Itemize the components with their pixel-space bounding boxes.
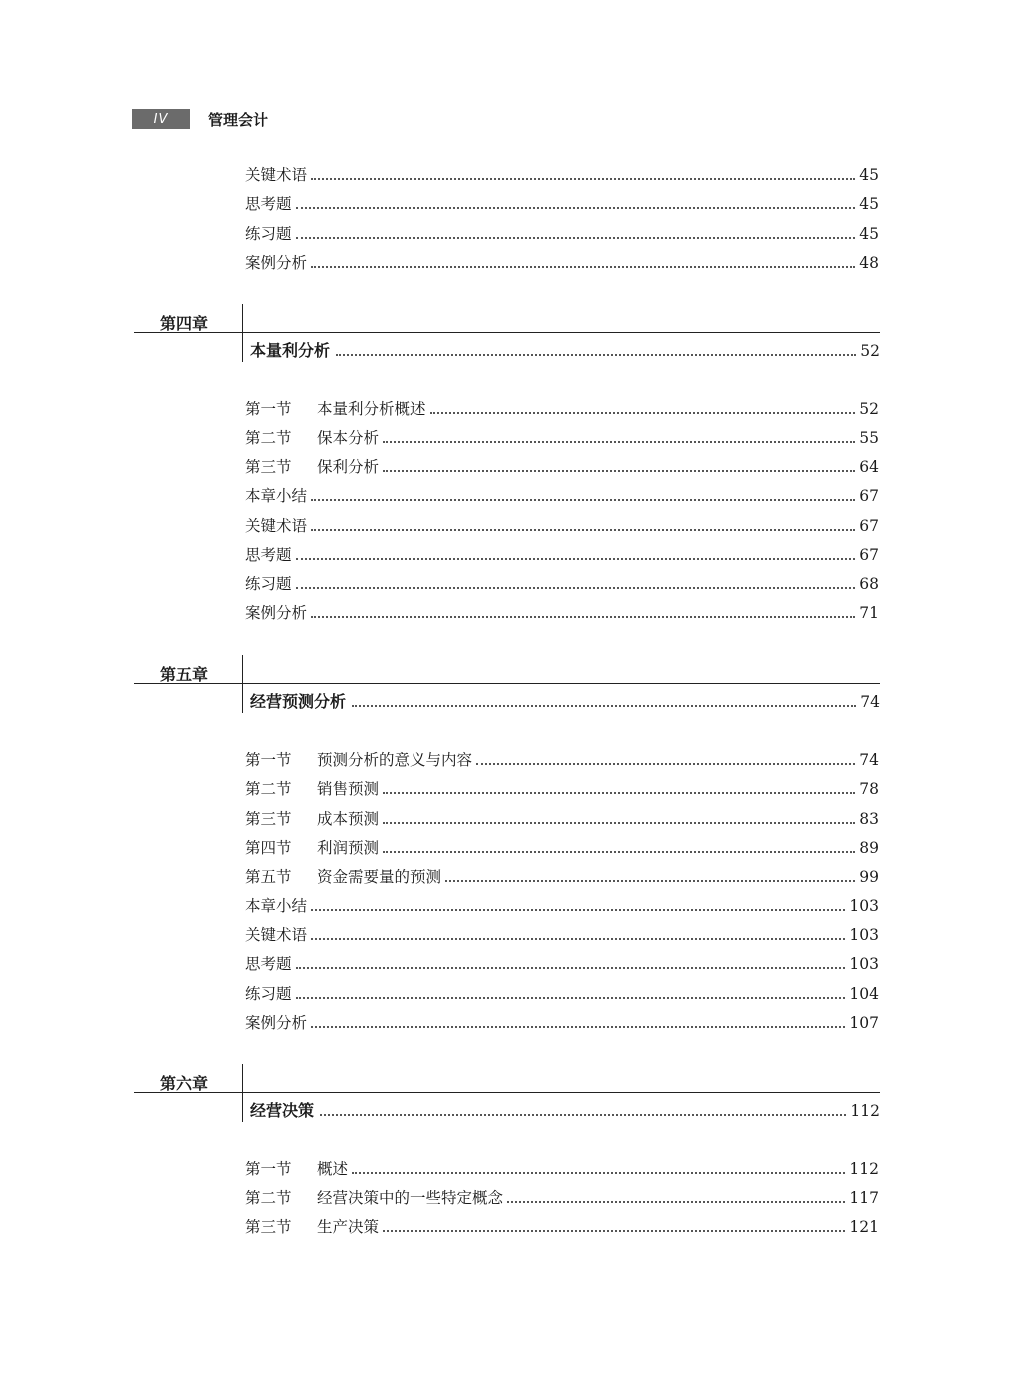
dot-leader bbox=[296, 207, 856, 209]
chapter-divider-vertical bbox=[242, 655, 243, 713]
toc-entry[interactable]: 练习题 104 bbox=[245, 985, 879, 1003]
toc-entry[interactable]: 案例分析 71 bbox=[245, 604, 879, 622]
chapter-title: 本量利分析 bbox=[250, 341, 331, 360]
toc-entry[interactable]: 本章小结 103 bbox=[245, 897, 879, 915]
chapter-title-entry[interactable]: 经营决策 112 bbox=[250, 1101, 880, 1120]
chapter-number: 第六章 bbox=[160, 1074, 209, 1093]
toc-entry[interactable]: 练习题 68 bbox=[245, 575, 879, 593]
dot-leader bbox=[352, 705, 856, 707]
toc-entry[interactable]: 第二节 销售预测 78 bbox=[245, 780, 879, 798]
toc-entry[interactable]: 第二节 经营决策中的一些特定概念 117 bbox=[245, 1189, 879, 1207]
chapter-divider-vertical bbox=[242, 304, 243, 362]
dot-leader bbox=[311, 266, 855, 268]
toc-entry[interactable]: 案例分析 48 bbox=[245, 254, 879, 272]
dot-leader bbox=[352, 1172, 845, 1174]
chapter-title-entry[interactable]: 经营预测分析 74 bbox=[250, 692, 880, 711]
dot-leader bbox=[383, 1230, 845, 1232]
dot-leader bbox=[311, 616, 855, 618]
dot-leader bbox=[296, 967, 846, 969]
toc-entry[interactable]: 案例分析 107 bbox=[245, 1014, 879, 1032]
dot-leader bbox=[336, 354, 856, 356]
chapter-divider-vertical bbox=[242, 1064, 243, 1122]
dot-leader bbox=[296, 587, 856, 589]
chapter-title-entry[interactable]: 本量利分析 52 bbox=[250, 341, 880, 360]
toc-entry[interactable]: 第五节 资金需要量的预测 99 bbox=[245, 868, 879, 886]
dot-leader bbox=[311, 938, 845, 940]
dot-leader bbox=[476, 763, 855, 765]
chapter-number: 第五章 bbox=[160, 665, 209, 684]
dot-leader bbox=[383, 851, 855, 853]
toc-entry[interactable]: 关键术语 45 bbox=[245, 166, 879, 184]
toc-entry[interactable]: 关键术语 103 bbox=[245, 926, 879, 944]
chapter-title: 经营预测分析 bbox=[250, 692, 347, 711]
dot-leader bbox=[296, 997, 846, 999]
dot-leader bbox=[383, 822, 855, 824]
toc-entry[interactable]: 第一节 概述 112 bbox=[245, 1160, 879, 1178]
toc-entry[interactable]: 第一节 预测分析的意义与内容 74 bbox=[245, 751, 879, 769]
toc-entry[interactable]: 练习题 45 bbox=[245, 225, 879, 243]
running-header bbox=[132, 108, 268, 130]
dot-leader bbox=[430, 412, 856, 414]
chapter-divider-horizontal bbox=[134, 1092, 880, 1093]
dot-leader bbox=[320, 1114, 846, 1116]
dot-leader bbox=[296, 237, 856, 239]
dot-leader bbox=[311, 499, 855, 501]
toc-entry[interactable]: 思考题 45 bbox=[245, 195, 879, 213]
toc-entry[interactable]: 第三节 成本预测 83 bbox=[245, 810, 879, 828]
dot-leader bbox=[383, 470, 855, 472]
dot-leader bbox=[296, 558, 856, 560]
toc-entry[interactable]: 第四节 利润预测 89 bbox=[245, 839, 879, 857]
dot-leader bbox=[311, 909, 845, 911]
chapter-title: 经营决策 bbox=[250, 1101, 315, 1120]
toc-entry[interactable]: 思考题 103 bbox=[245, 955, 879, 973]
toc-entry[interactable]: 关键术语 67 bbox=[245, 517, 879, 535]
toc-entry[interactable]: 第三节 生产决策 121 bbox=[245, 1218, 879, 1236]
dot-leader bbox=[311, 1026, 845, 1028]
dot-leader bbox=[383, 792, 855, 794]
toc-entry[interactable]: 第三节 保利分析 64 bbox=[245, 458, 879, 476]
chapter-divider-horizontal bbox=[134, 332, 880, 333]
chapter-number: 第四章 bbox=[160, 314, 209, 333]
toc-entry[interactable]: 第一节 本量利分析概述 52 bbox=[245, 400, 879, 418]
dot-leader bbox=[383, 441, 855, 443]
book-title: 管理会计 bbox=[208, 110, 269, 129]
toc-entry[interactable]: 本章小结 67 bbox=[245, 487, 879, 505]
dot-leader bbox=[311, 178, 855, 180]
dot-leader bbox=[445, 880, 855, 882]
toc-entry[interactable]: 思考题 67 bbox=[245, 546, 879, 564]
page-numeral-badge: IV bbox=[132, 109, 190, 129]
dot-leader bbox=[311, 529, 855, 531]
dot-leader bbox=[507, 1201, 845, 1203]
toc-entry[interactable]: 第二节 保本分析 55 bbox=[245, 429, 879, 447]
chapter-divider-horizontal bbox=[134, 683, 880, 684]
